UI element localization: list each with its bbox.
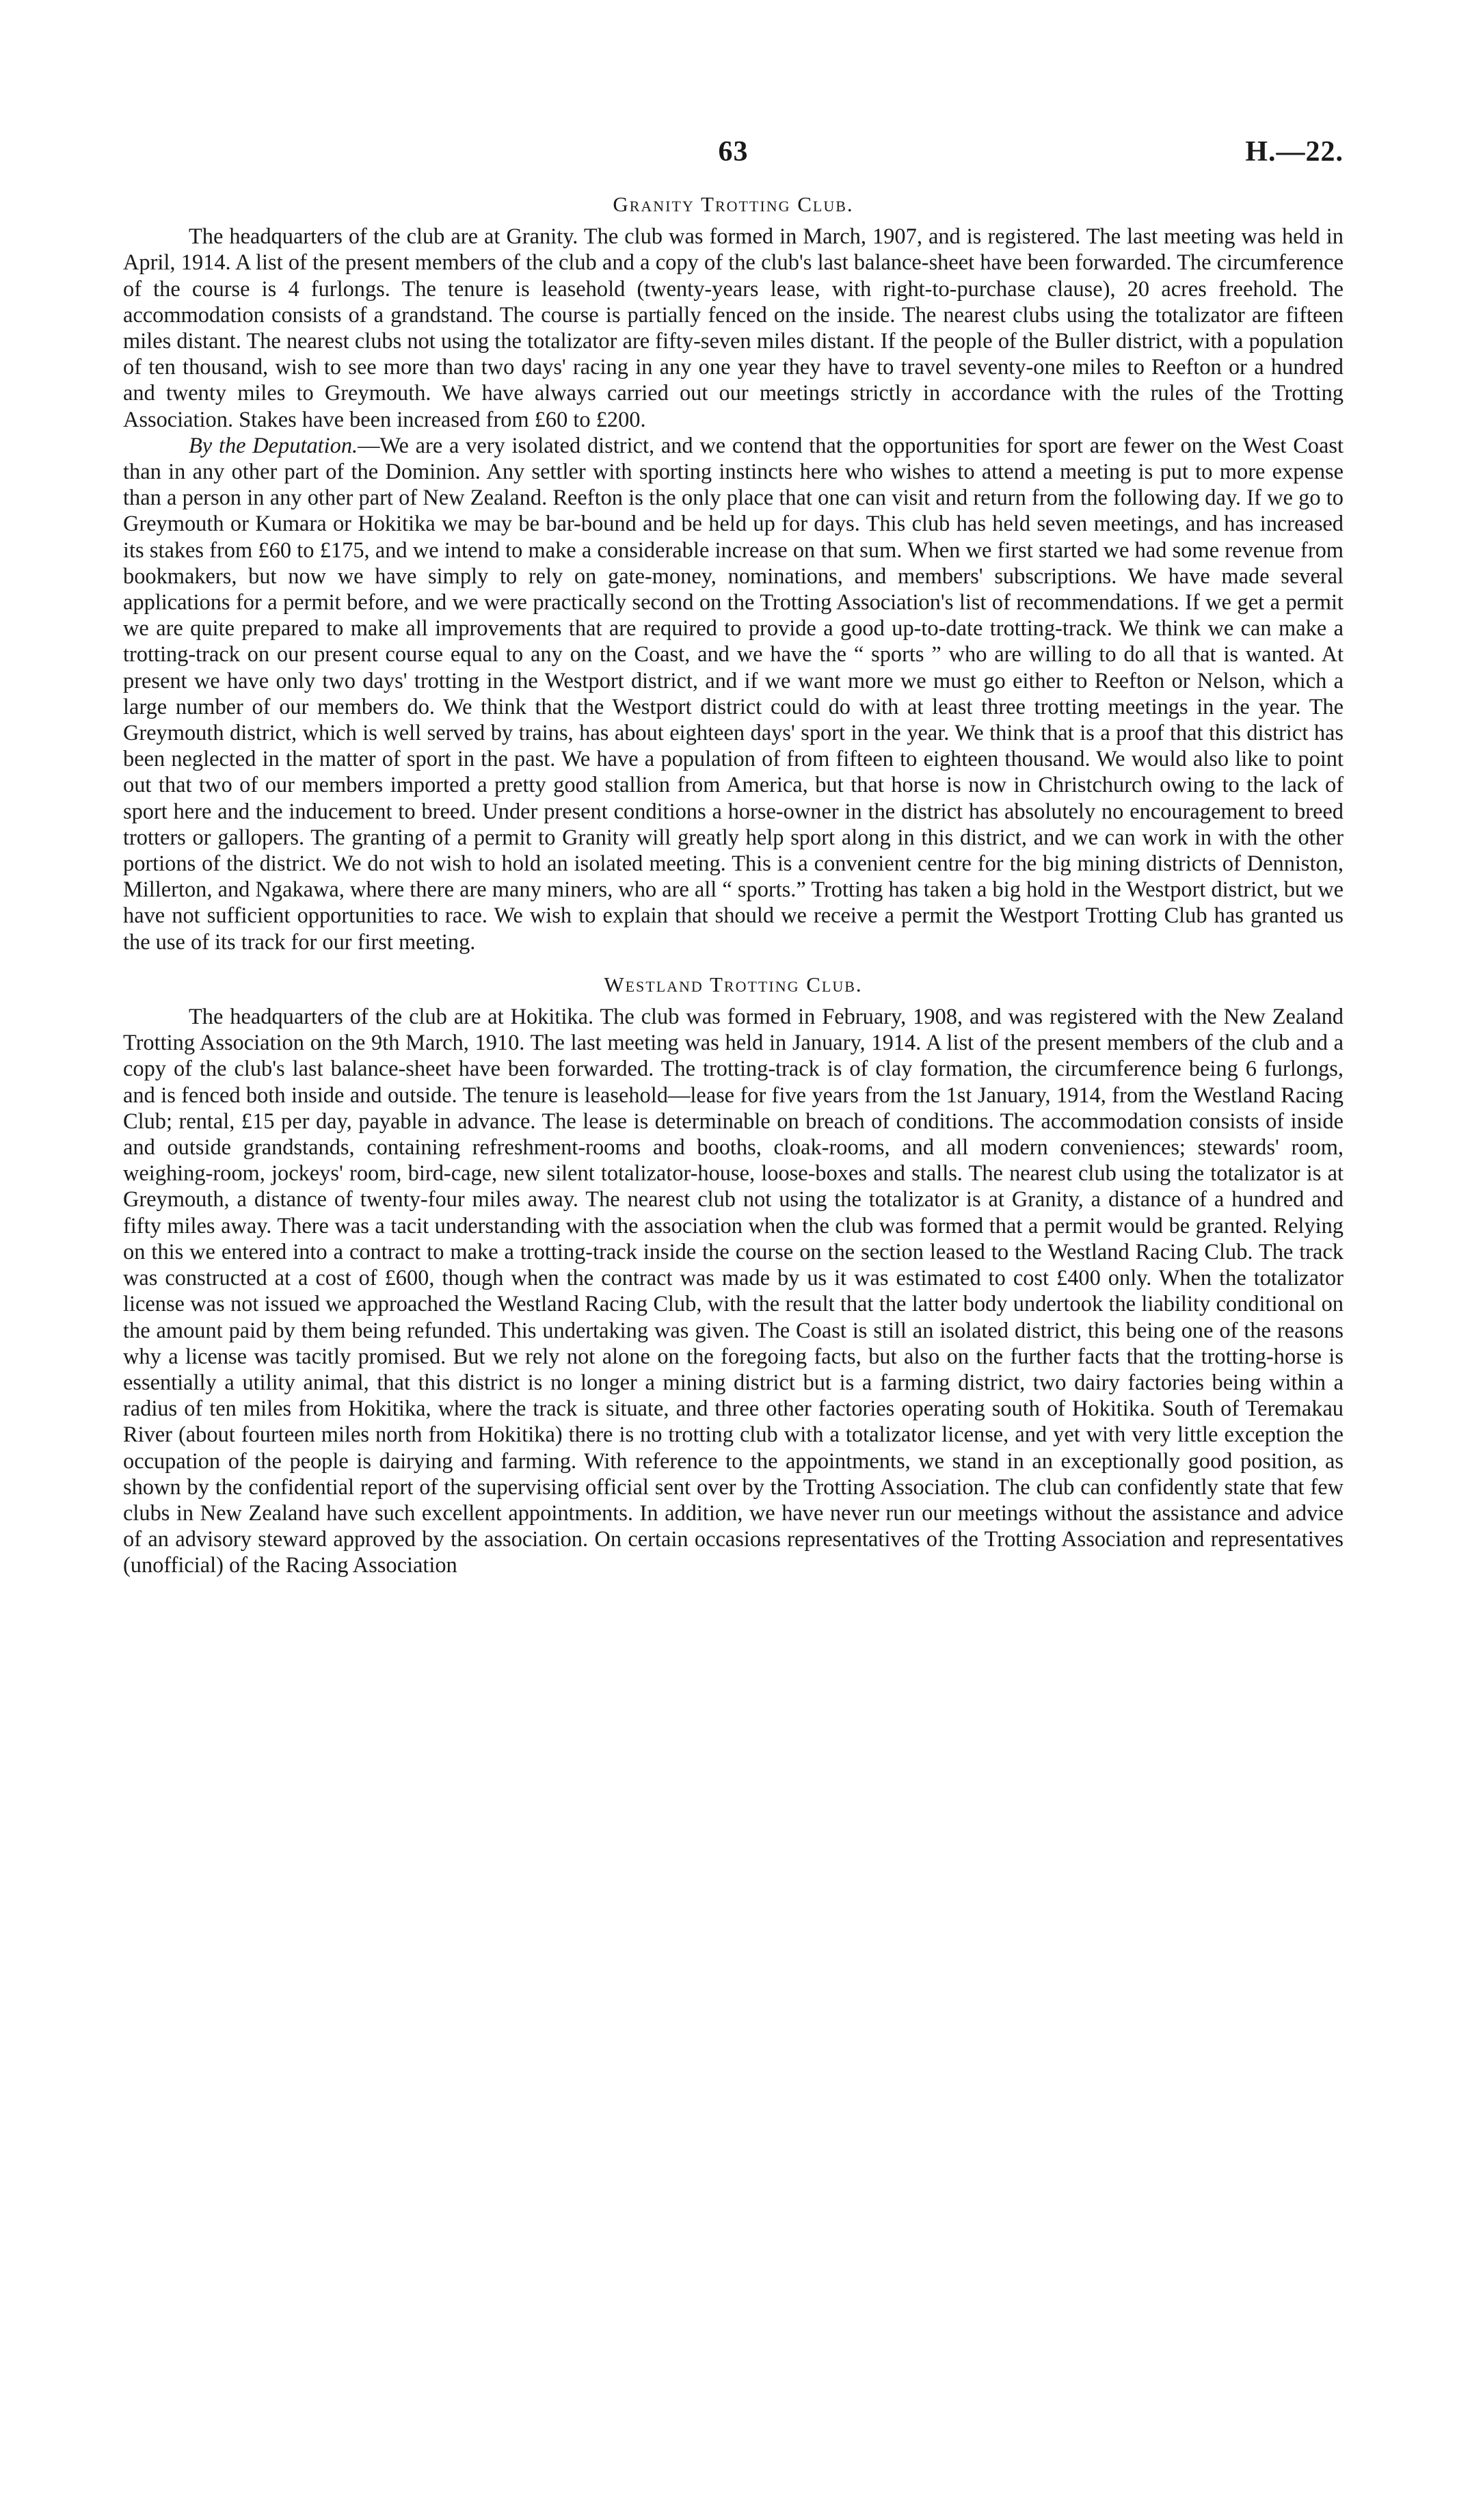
section-title: Westland Trotting Club. <box>604 972 863 996</box>
section-westland-trotting-club <box>123 972 1344 1579</box>
section-granity-trotting-club <box>123 191 1344 955</box>
section-title: Granity Trotting Club. <box>613 192 854 216</box>
document-reference: H.—22. <box>1245 136 1344 168</box>
page-number: 63 <box>718 136 749 168</box>
paragraph: The headquarters of the club are at Hokitika. The club was formed in February, 1908, and was registered with the New Zealand Trotting Association on the 9th March, 1910. The last meeting was held in January, 1914. A list of the present members of the club and a copy of the club's last balance-sheet have been forwarded. The trotting-track is of clay formation, the circumference being 6 furlongs, and is fenced both inside and outside. The tenure is leasehold—lease for five years from the 1st January, 1914, from the Westland Racing Club; rental, £15 per day, payable in advance. The lease is determinable on breach of conditions. The accommodation consists of inside and outside grandstands, containing refreshment-rooms and booths, cloak-rooms, and all modern conveniences; stewards' room, weighing-room, jockeys' room, bird-cage, new silent totalizator-house, loose-boxes and stalls. The nearest club using the totalizator is at Greymouth, a distance of twenty-four miles away. The nearest club not using the totalizator is at Granity, a distance of a hundred and fifty miles away. There was a tacit understanding with the association when the club was formed that a permit would be granted. Relying on this we entered into a contract to make a trotting-track inside the course on the section leased to the Westland Racing Club. The track was constructed at a cost of £600, though when the contract was made by us it was estimated to cost £400 only. When the totalizator license was not issued we approached the Westland Racing Club, with the result that the latter body undertook the liability conditional on the amount paid by them being refunded. This undertaking was given. The Coast is still an isolated district, this being one of the reasons why a license was tacitly promised. But we rely not alone on the foregoing facts, but also on the further facts that the trotting-horse is essentially a utility animal, that this district is no longer a mining district but is a farming district, two dairy factories being within a radius of ten miles from Hokitika, where the track is situate, and three other factories operating south of Hokitika. South of Teremakau River (about fourteen miles north from Hokitika) there is no trotting club with a totalizator license, and yet with very little exception the occupation of the people is dairying and farming. With reference to the appointments, we stand in an exceptionally good position, as shown by the confidential report of the supervising official sent over by the Trotting Association. The club can confidently state that few clubs in New Zealand have such excellent appointments. In addition, we have never run our meetings without the assistance and advice of an advisory steward approved by the association. On certain occasions representatives of the Trotting Association and representatives (unofficial) of the Racing Association <box>123 1005 1344 1578</box>
deputation-text: —We are a very isolated district, and we contend that the opportunities for sport are fewer on the West Coast than in any other part of the Dominion. Any settler with sporting instincts here who wishes to attend a meeting is put to more expense than a person in any other part of New Zealand. Reefton is the only place that one can visit and return from the following day. If we go to Greymouth or Kumara or Hokitika we may be bar-bound and be held up for days. This club has held seven meetings, and has increased its stakes from £60 to £175, and we intend to make a considerable increase on that sum. When we first started we had some revenue from bookmakers, but now we have simply to rely on gate-money, nominations, and members' subscriptions. We have made several applications for a permit before, and we were practically second on the Trotting Association's list of recommendations. If we get a permit we are quite prepared to make all improvements that are required to provide a good up-to-date trotting-track. We think we can make a trotting-track on our present course equal to any on the Coast, and we have the “ sports ” who are willing to do all that is wanted. At present we have only two days' trotting in the Westport district, and if we want more we must go either to Reefton or Nelson, which a large number of our members do. We think that the Westport district could do with at least three trotting meetings in the year. The Greymouth district, which is well served by trains, has about eighteen days' sport in the year. We think that is a proof that this district has been neglected in the matter of sport in the past. We have a population of from fifteen to eighteen thousand. We would also like to point out that two of our members imported a pretty good stallion from America, but that horse is now in Christchurch owing to the lack of sport here and the inducement to breed. Under present conditions a horse-owner in the district has absolutely no encouragement to breed trotters or gallopers. The granting of a permit to Granity will greatly help sport along in this district, and we can work in with the other portions of the district. We do not wish to hold an isolated meeting. This is a convenient centre for the big mining districts of Denniston, Millerton, and Ngakawa, where there are many miners, who are all “ sports.” Trotting has taken a big hold in the Westport district, but we have not sufficient opportunities to race. We wish to explain that should we receive a permit the Westport Trotting Club has granted us the use of its track for our first meeting. <box>123 433 1344 955</box>
paragraph: The headquarters of the club are at Granity. The club was formed in March, 1907, and is registered. The last meeting was held in April, 1914. A list of the present members of the club and a copy of the club's last balance-sheet have been forwarded. The circumference of the course is 4 furlongs. The tenure is leasehold (twenty-years lease, with right-to-purchase clause), 20 acres freehold. The accommodation consists of a grandstand. The course is partially fenced on the inside. The nearest clubs using the totalizator are fifteen miles distant. The nearest clubs not using the totalizator are fifty-seven miles distant. If the people of the Buller district, with a population of ten thousand, wish to see more than two days' racing in any one year they have to travel seventy-one miles to Reefton or a hundred and twenty miles to Greymouth. We have always carried out our meetings strictly in accordance with the rules of the Trotting Association. Stakes have been increased from £60 to £200. <box>123 224 1344 432</box>
page-header <box>123 130 1344 185</box>
document-page <box>123 130 1344 1579</box>
deputation-lead-in: By the Deputation. <box>189 433 358 458</box>
paragraph-deputation <box>123 433 1344 955</box>
